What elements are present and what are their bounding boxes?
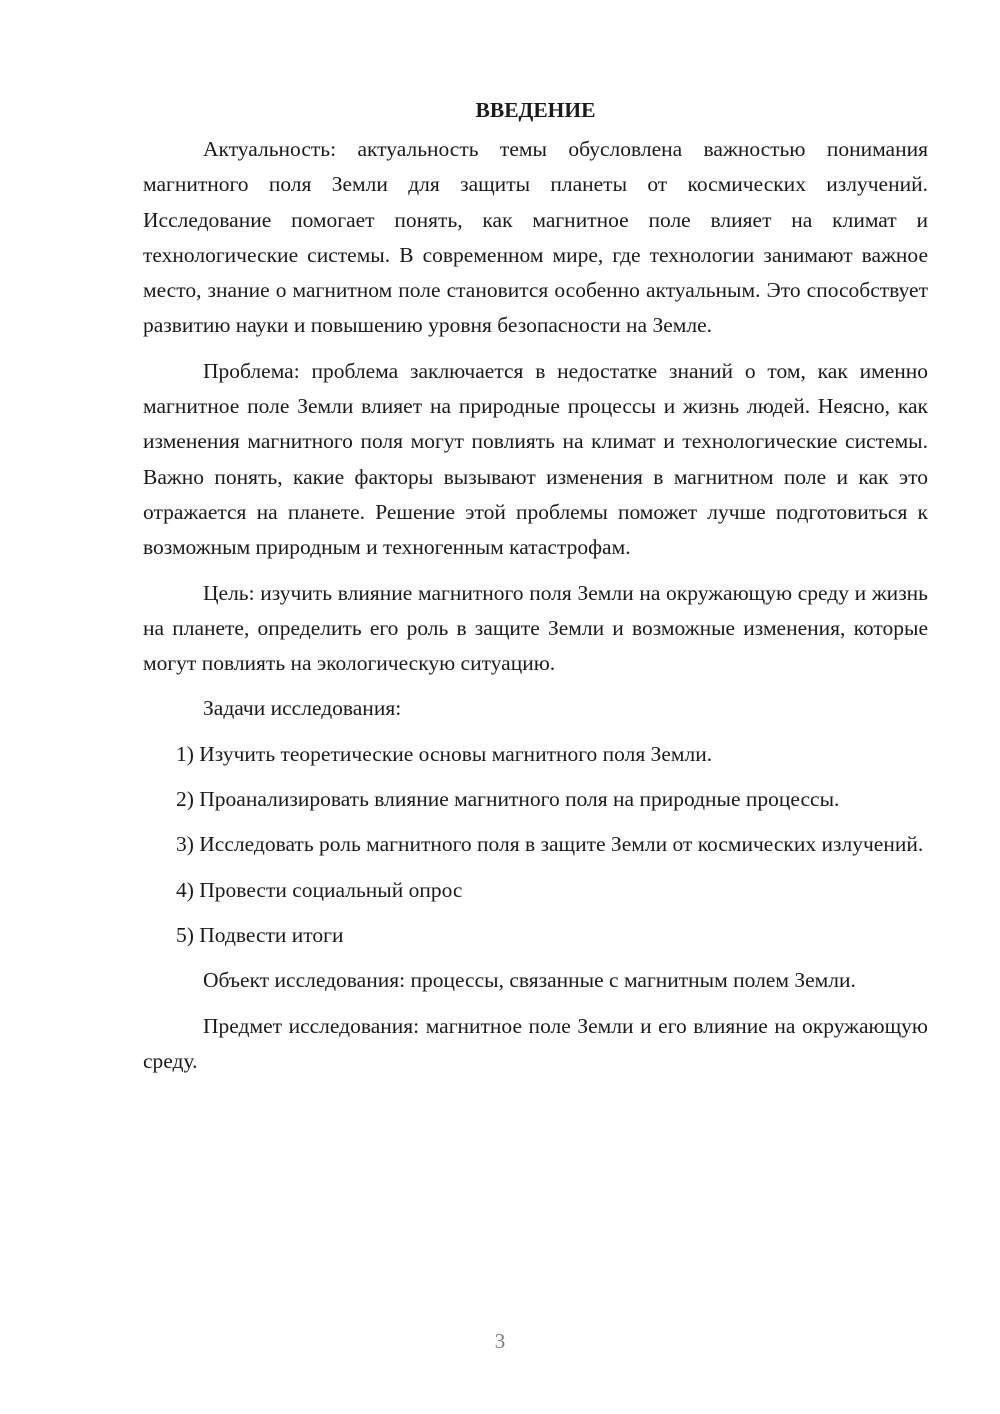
paragraph-goal: Цель: изучить влияние магнитного поля Земли на окружающую среду и жизнь на планете, определить его роль в защите Земли и возможные изменения, которые могут повлиять на экологическую ситуацию. [143, 580, 928, 676]
task-item-4: 4) Провести социальный опрос [176, 877, 463, 902]
paragraph-relevance: Актуальность: актуальность темы обусловлена важностью понимания магнитного поля Земли для защиты планеты от космических излучений. Исследование помогает понять, как магнитное поле влияет на климат и технологические системы. В современном мире, где технологии занимают важное место, знание о магнитном поле становится особенно актуальным. Это способствует развитию науки и повышению уровня безопасности на Земле. [143, 137, 928, 338]
page-number: 3 [494, 1329, 506, 1353]
task-item-2: 2) Проанализировать влияние магнитного поля на природные процессы. [176, 787, 840, 812]
section-title: ВВЕДЕНИЕ [475, 98, 596, 122]
paragraph-problem: Проблема: проблема заключается в недостатке знаний о том, как именно магнитное поле Земли влияет на природные процессы и жизнь людей. Неясно, как изменения магнитного поля могут повлиять на климат и технологические системы. Важно понять, какие факторы вызывают изменения в магнитном поле и как это отражается на планете. Решение этой проблемы поможет лучше подготовиться к возможным природным и техногенным катастрофам. [143, 358, 928, 560]
task-item-3: 3) Исследовать роль магнитного поля в защите Земли от космических излучений. [176, 832, 924, 857]
document-page [143, 92, 928, 1089]
task-item-5: 5) Подвести итоги [176, 922, 344, 947]
paragraph-subject: Предмет исследования: магнитное поле Земли и его влияние на окружающую среду. [143, 1013, 928, 1073]
task-item-1: 1) Изучить теоретические основы магнитного поля Земли. [176, 741, 713, 766]
tasks-heading: Задачи исследования: [203, 696, 402, 721]
paragraph-object: Объект исследования: процессы, связанные с магнитным полем Земли. [203, 968, 856, 993]
